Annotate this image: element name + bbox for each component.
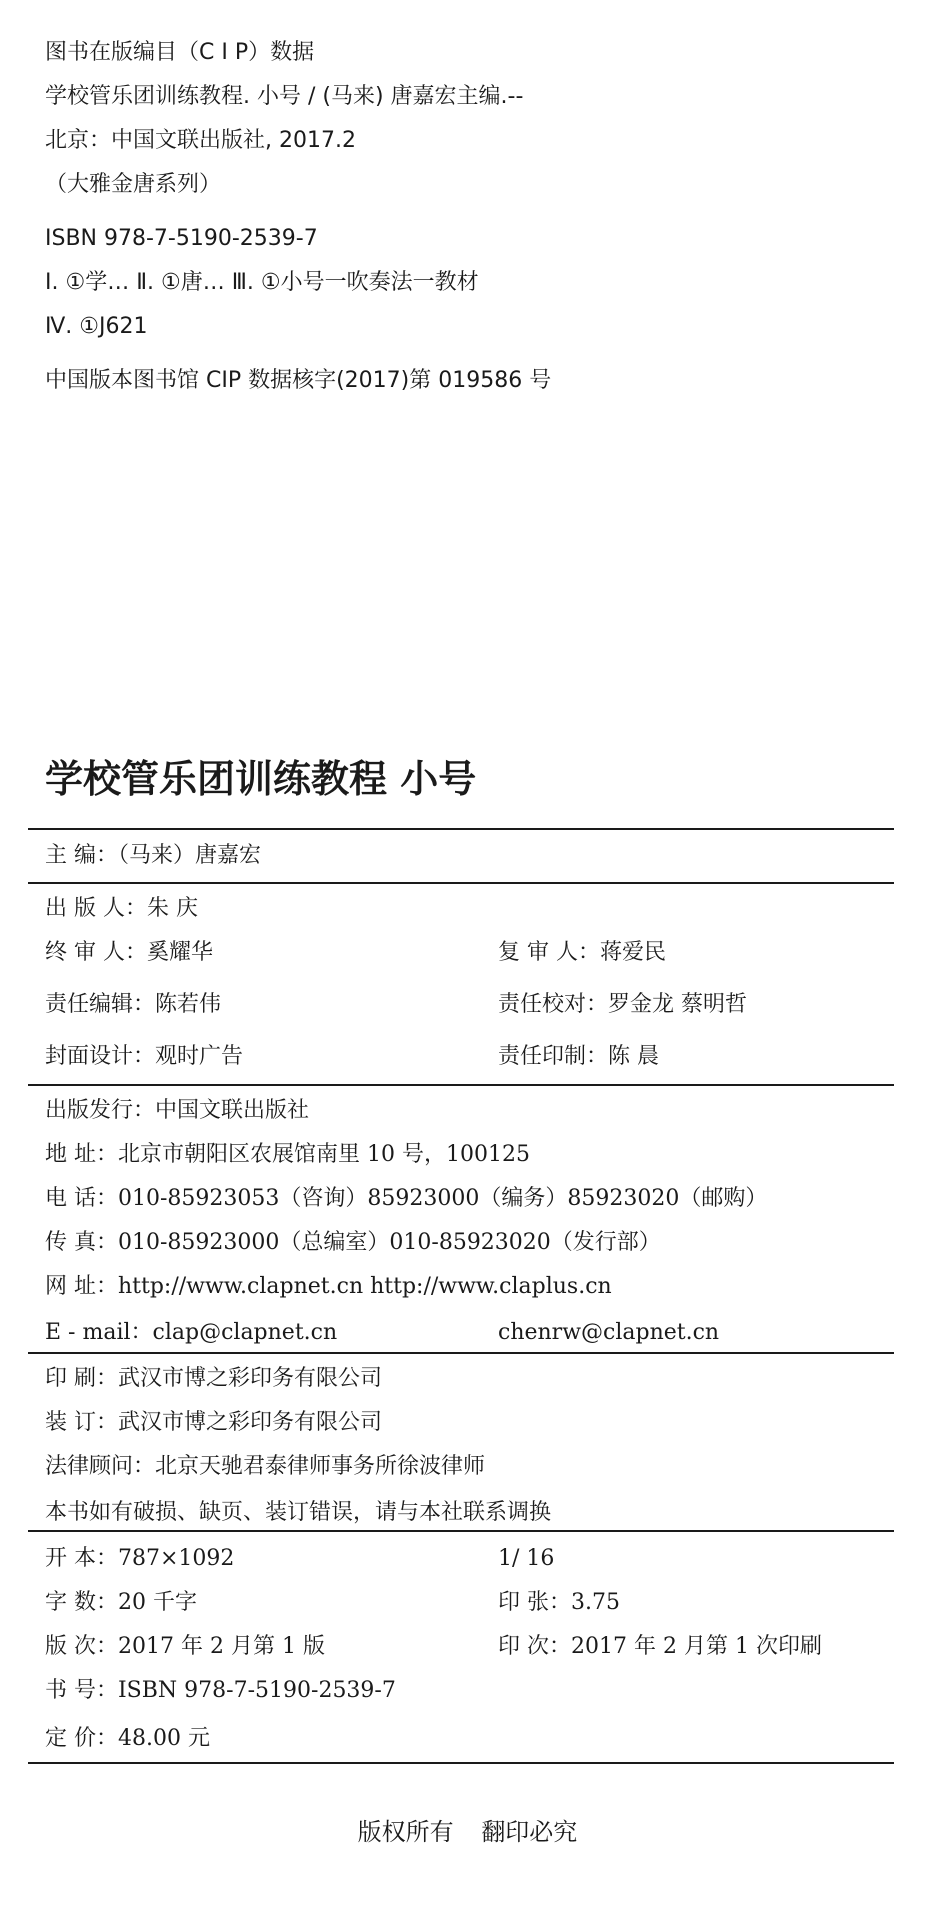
- print-sheets-line: 印 张：3.75: [498, 1590, 620, 1615]
- divider-editor: [28, 882, 894, 884]
- binder-line: 装 订：武汉市博之彩印务有限公司: [45, 1410, 382, 1435]
- fax-line: 传 真：010-85923000（总编室）010-85923020（发行部）: [45, 1230, 661, 1255]
- cip-line-title: 学校管乐团训练教程. 小号 / (马来) 唐嘉宏主编.--: [45, 84, 524, 109]
- cip-line-record-number: 中国版本图书馆 CIP 数据核字(2017)第 019586 号: [45, 368, 552, 393]
- cip-heading: 图书在版编目（C I P）数据: [45, 40, 315, 65]
- editor-line: 主 编：（马来）唐嘉宏: [45, 843, 261, 868]
- word-count-line: 字 数：20 千字: [45, 1590, 197, 1615]
- legal-counsel-line: 法律顾问：北京天驰君泰律师事务所徐波律师: [45, 1454, 486, 1479]
- address-line: 地 址：北京市朝阳区农展馆南里 10 号，100125: [45, 1142, 530, 1167]
- divider-printing: [28, 1530, 894, 1532]
- divider-publisher: [28, 1352, 894, 1354]
- isbn-line: 书 号：ISBN 978-7-5190-2539-7: [45, 1678, 396, 1703]
- book-title: 学校管乐团训练教程 小号: [45, 757, 477, 801]
- printer-line: 印 刷：武汉市博之彩印务有限公司: [45, 1366, 382, 1391]
- website-line: 网 址：http://www.clapnet.cn http://www.claplus.cn: [45, 1274, 612, 1299]
- price-line: 定 价：48.00 元: [45, 1726, 210, 1751]
- proofreader: 责任校对：罗金龙 蔡明哲: [498, 992, 747, 1017]
- cip-line-subjects: Ⅰ. ①学… Ⅱ. ①唐… Ⅲ. ①小号一吹奏法一教材: [45, 270, 479, 295]
- impression-line: 印 次：2017 年 2 月第 1 次印刷: [498, 1634, 822, 1659]
- second-reviewer: 复 审 人：蒋爱民: [498, 940, 666, 965]
- distribution-line: 出版发行：中国文联出版社: [45, 1098, 310, 1123]
- divider-bottom: [28, 1762, 894, 1764]
- print-supervisor: 责任印制：陈 晨: [498, 1044, 659, 1069]
- email-secondary: chenrw@clapnet.cn: [498, 1320, 720, 1345]
- cip-line-classification: Ⅳ. ①J621: [45, 314, 148, 339]
- phone-line: 电 话：010-85923053（咨询）85923000（编务）85923020（邮购）: [45, 1186, 768, 1211]
- editor-in-charge: 责任编辑：陈若伟: [45, 992, 222, 1017]
- format-line: 开 本：787×1092: [45, 1546, 235, 1571]
- cip-line-isbn: ISBN 978-7-5190-2539-7: [45, 226, 318, 251]
- divider-top: [28, 828, 894, 830]
- copyright-right: 翻印必究: [481, 1818, 578, 1846]
- email-line: E - mail：clap@clapnet.cn: [45, 1320, 338, 1345]
- copyright-notice: [0, 1820, 935, 1844]
- replacement-notice: 本书如有破损、缺页、装订错误，请与本社联系调换: [45, 1500, 552, 1525]
- divider-staff: [28, 1084, 894, 1086]
- copyright-left: 版权所有: [357, 1818, 454, 1846]
- final-reviewer: 终 审 人：奚耀华: [45, 940, 213, 965]
- cover-designer: 封面设计：观时广告: [45, 1044, 244, 1069]
- format-sheet: 1/ 16: [498, 1546, 555, 1571]
- edition-line: 版 次：2017 年 2 月第 1 版: [45, 1634, 325, 1659]
- publisher-person: 出 版 人：朱 庆: [45, 896, 198, 921]
- cip-line-series: （大雅金唐系列）: [45, 172, 222, 197]
- cip-line-imprint: 北京：中国文联出版社, 2017.2: [45, 128, 356, 153]
